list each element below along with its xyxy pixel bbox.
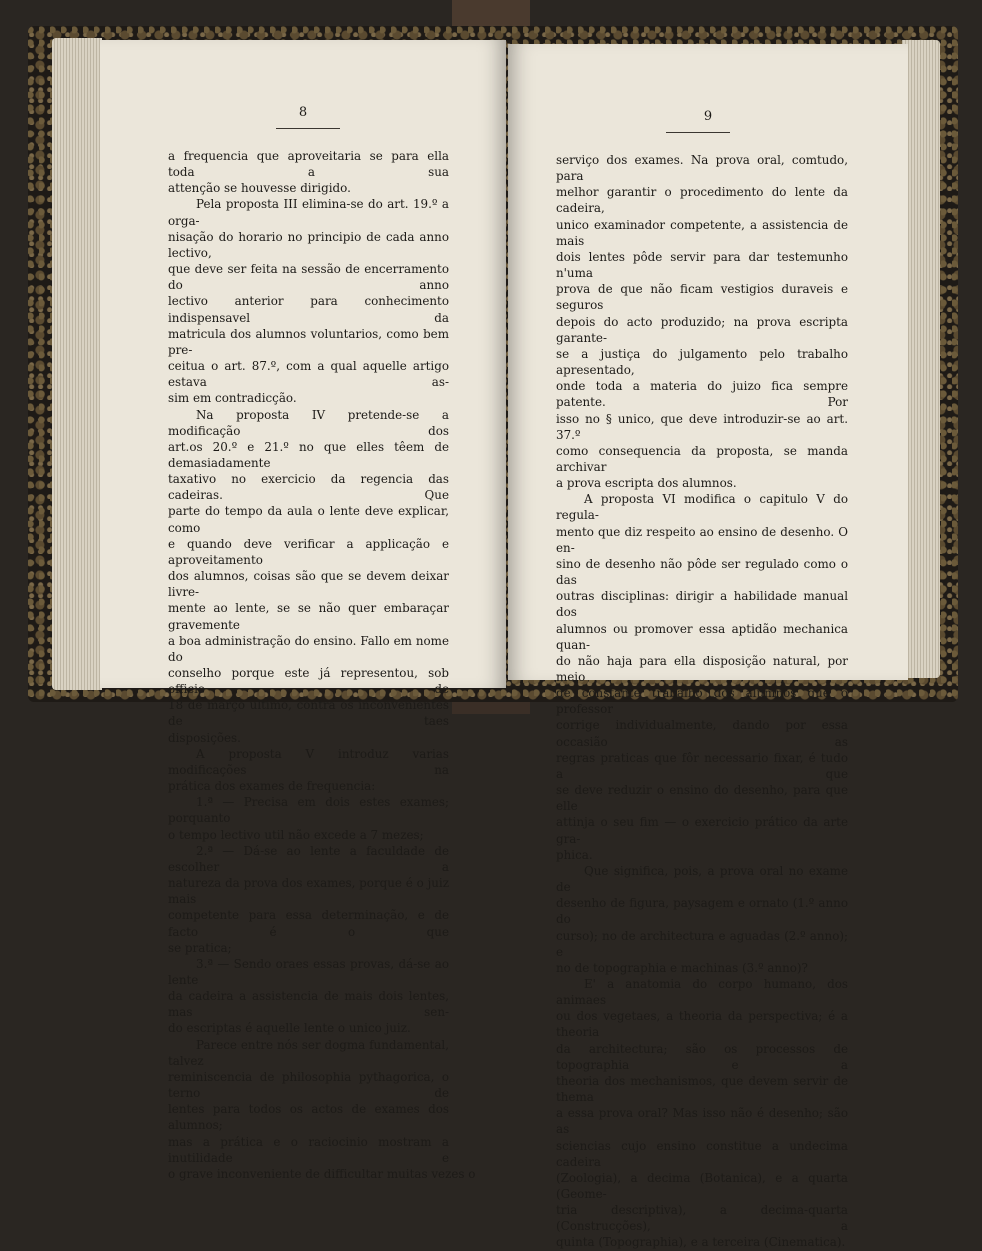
text-line: corrige individualmente, dando por essa occasião as — [556, 718, 848, 749]
text-line: curso); no de architectura e aguadas (2.º anno); e — [556, 928, 848, 959]
text-line: prática dos exames de frequencia: — [168, 779, 376, 794]
text-line: lentes para todos os actos de exames dos alumnos; — [168, 1102, 449, 1133]
text-line: (Zoologia), a decima (Botanica), e a quarta (Geome- — [556, 1170, 848, 1201]
text-line: que deve ser feita na sessão de encerramento do anno — [168, 262, 449, 293]
text-line: como consequencia da proposta, se manda archivar — [556, 443, 848, 474]
text-line: outras disciplinas: dirigir a habilidade manual dos — [556, 589, 848, 620]
text-line: se a justiça do julgamento pelo trabalho apresentado, — [556, 346, 848, 378]
text-line: onde toda a materia do juizo fica sempre patente. Por — [556, 379, 848, 410]
text-line: melhor garantir o procedimento do lente da cadeira, — [556, 185, 848, 216]
text-line: desenho de figura, paysagem e ornato (1.º anno do — [556, 896, 848, 927]
text-line: mento que diz respeito ao ensino de desenho. O en- — [556, 524, 848, 555]
text-line: a essa prova oral? Mas isso não é desenho; são as — [556, 1106, 848, 1137]
text-line: disposições. — [168, 730, 241, 745]
text-line: o tempo lectivo util não excede a 7 mezes; — [168, 827, 424, 842]
text-line: se pratica; — [168, 940, 232, 955]
header-rule-right — [666, 132, 730, 133]
page-number-right: 9 — [703, 109, 713, 124]
text-line: regras praticas que fôr necessario fixar, é tudo a que — [556, 750, 848, 781]
text-line: competente para essa determinação, e de facto é o que — [168, 908, 449, 939]
text-line: o grave inconveniente de difficultar muitas vezes o — [168, 1166, 476, 1181]
text-line: mente ao lente, se se não quer embaraçar gravemente — [168, 601, 449, 632]
text-line: sim em contradicção. — [168, 391, 297, 406]
text-line: sino de desenho não pôde ser regulado como o das — [556, 556, 848, 588]
text-line: A proposta V introduz varias modificações na — [168, 746, 449, 777]
page-number-left: 8 — [298, 105, 308, 120]
text-line: prova de que não ficam vestigios duraveis e seguros — [556, 282, 848, 313]
text-line: attenção se houvesse dirigido. — [168, 181, 351, 196]
text-line: da cadeira a assistencia de mais dois lentes, mas sen- — [168, 989, 449, 1020]
left-page — [100, 40, 506, 1181]
text-line: ou dos vegetaes, a theoria da perspectiva; é a theoria — [556, 1009, 848, 1040]
text-line: phica. — [556, 847, 593, 862]
text-line: dos alumnos, coisas são que se devem deixar livre- — [168, 569, 449, 600]
text-line: Na proposta IV pretende-se a modificação dos — [168, 407, 449, 438]
text-line: reminiscencia de philosophia pythagorica, o terno de — [168, 1069, 449, 1101]
left-page-text — [168, 148, 476, 1182]
text-line: Que significa, pois, a prova oral no exame de — [556, 863, 848, 895]
text-line: de constante trabalho dos alumnos que o professor — [556, 686, 848, 717]
text-line: A proposta VI modifica o capitulo V do regula- — [556, 492, 848, 523]
text-line: quinta (Topographia), e a terceira (Cinematica). — [556, 1235, 846, 1250]
text-line: attinja o seu fim — o exercicio prático da arte gra- — [556, 815, 848, 846]
text-line: isso no § unico, que deve introduzir-se ao art. 37.º — [556, 411, 848, 442]
text-line: Parece entre nós ser dogma fundamental, talvez — [168, 1037, 449, 1068]
text-line: 18 de março ultimo, contra os inconvenientes de taes — [168, 698, 449, 729]
right-page — [508, 44, 908, 1250]
left-page-edges — [52, 38, 102, 690]
text-line: e quando deve verificar a applicação e aproveitamento — [168, 536, 449, 567]
text-line: a boa administração do ensino. Fallo em nome do — [168, 633, 449, 664]
text-line: 1.ª — Precisa em dois estes exames; porquanto — [168, 795, 449, 826]
text-line: ceitua o art. 87.º, com a qual aquelle artigo estava as- — [168, 359, 449, 390]
text-line: E' a anatomia do corpo humano, dos animaes — [556, 976, 848, 1008]
text-line: lectivo anterior para conhecimento indispensavel da — [168, 294, 449, 325]
text-line: depois do acto produzido; na prova escripta garante- — [556, 314, 848, 345]
text-line: a frequencia que aproveitaria se para ella toda a sua — [168, 149, 449, 180]
text-line: sciencias cujo ensino constitue a undecima cadeira — [556, 1138, 848, 1169]
text-line: a prova escripta dos alumnos. — [556, 476, 737, 491]
text-line: theoria dos mechanismos, que devem servir de thema — [556, 1073, 848, 1105]
text-line: tria descriptiva), a decima-quarta (Construcções), a — [556, 1203, 848, 1234]
text-line: se deve reduzir o ensino do desenho, para que elle — [556, 783, 848, 814]
text-line: unico examinador competente, a assistencia de mais — [556, 217, 848, 248]
text-line: matricula dos alumnos voluntarios, como bem pre- — [168, 326, 449, 357]
text-line: do não haja para ella disposição natural, por meio — [556, 653, 848, 684]
text-line: art.os 20.º e 21.º no que elles têem de demasiadamente — [168, 439, 449, 470]
text-line: parte do tempo da aula o lente deve explicar, como — [168, 504, 449, 535]
text-line: mas a prática e o raciocinio mostram a inutilidade e — [168, 1134, 449, 1165]
header-rule-left — [276, 128, 340, 129]
text-line: natureza da prova dos exames, porque é o juiz mais — [168, 876, 449, 907]
text-line: da architectura; são os processos de topographia e a — [556, 1041, 848, 1072]
text-line: 3.ª — Sendo oraes essas provas, dá-se ao lente — [168, 956, 449, 987]
text-line: nisação do horario no principio de cada anno lectivo, — [168, 229, 449, 260]
right-page-text — [556, 152, 848, 1251]
text-line: taxativo no exercicio da regencia das cadeiras. Que — [168, 472, 449, 503]
text-line: Pela proposta III elimina-se do art. 19.º a orga- — [168, 197, 449, 228]
text-line: conselho porque este já representou, sob officio de — [168, 666, 449, 697]
text-line: serviço dos exames. Na prova oral, comtudo, para — [556, 153, 848, 184]
text-line: no de topographia e machinas (3.º anno)? — [556, 960, 808, 975]
text-line: 2.ª — Dá-se ao lente a faculdade de escolher a — [168, 843, 449, 874]
text-line: alumnos ou promover essa aptidão mechanica quan- — [556, 621, 848, 652]
text-line: do escriptas é aquelle lente o unico juiz. — [168, 1021, 411, 1036]
text-line: dois lentes pôde servir para dar testemunho n'uma — [556, 249, 848, 281]
